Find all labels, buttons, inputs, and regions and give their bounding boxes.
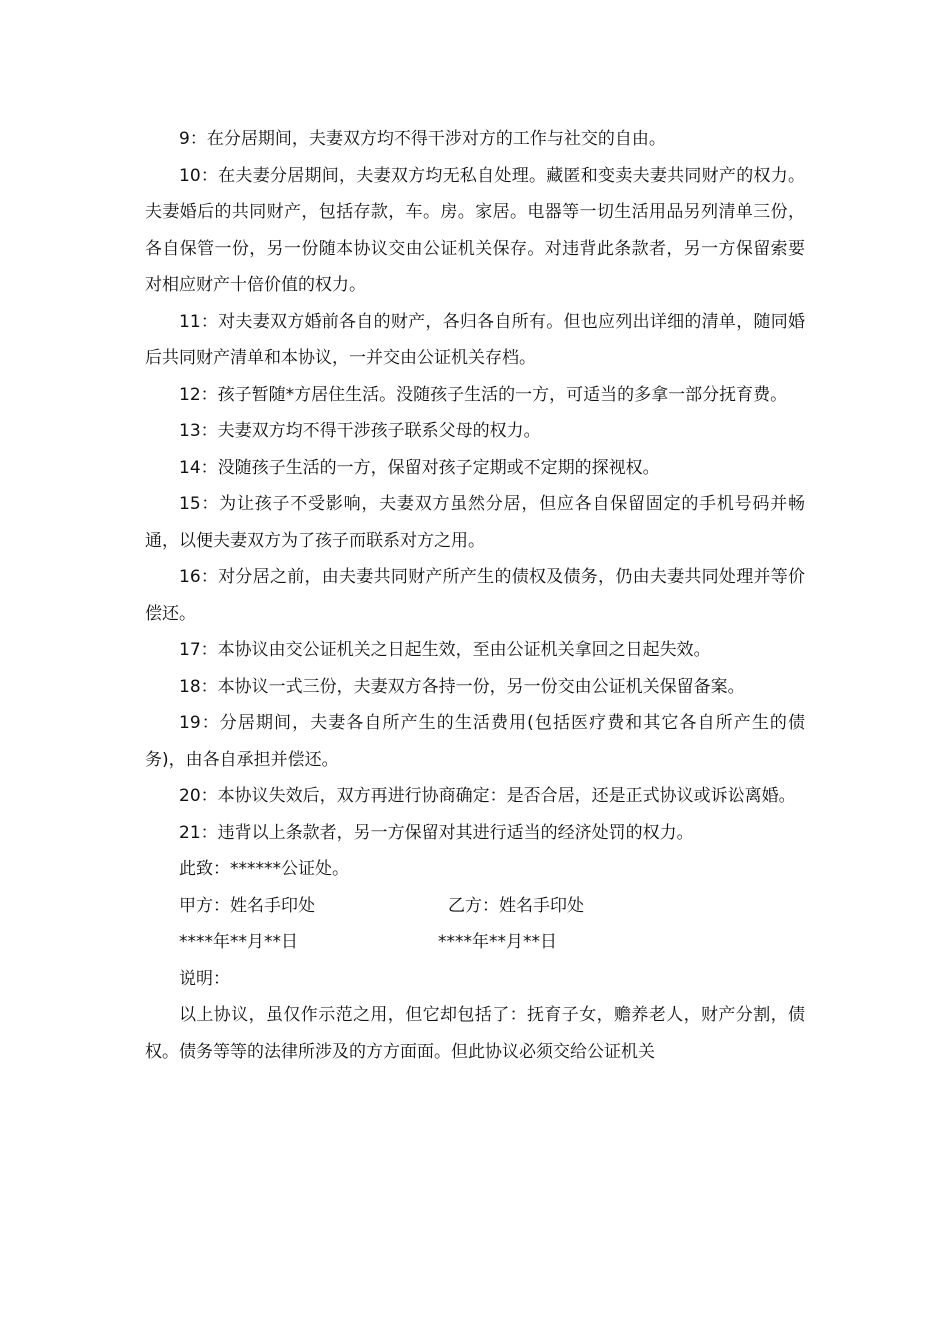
note-text: 以上协议，虽仅作示范之用，但它却包括了：抚育子女，赡养老人，财产分割，债权。债务等等的法律所涉及的方方面面。但此协议必须交给公证机关 <box>145 1005 805 1062</box>
clause-19: 19：分居期间，夫妻各自所产生的生活费用(包括医疗费和其它各自所产生的债务)，由各自承担并偿还。 <box>145 713 805 770</box>
clause-16: 16：对分居之前，由夫妻共同财产所产生的债权及债务，仍由夫妻共同处理并等价偿还。 <box>145 567 805 624</box>
clause-15: 15：为让孩子不受影响，夫妻双方虽然分居，但应各自保留固定的手机号码并畅通，以便夫妻双方为了孩子而联系对方之用。 <box>145 494 805 551</box>
closing-line: 此致：******公证处。 <box>179 859 349 879</box>
party-b-date: ****年**月**日 <box>438 932 557 952</box>
party-b-signature: 乙方：姓名手印处 <box>448 895 584 916</box>
party-a-signature: 甲方：姓名手印处 <box>179 895 315 916</box>
party-a-date: ****年**月**日 <box>179 932 298 952</box>
date-row <box>145 924 805 961</box>
clause-9: 9：在分居期间，夫妻双方均不得干涉对方的工作与社交的自由。 <box>179 129 666 149</box>
clause-12: 12：孩子暂随*方居住生活。没随孩子生活的一方，可适当的多拿一部分抚育费。 <box>179 384 788 405</box>
clause-18: 18：本协议一式三份，夫妻双方各持一份，另一份交由公证机关保留备案。 <box>179 676 745 697</box>
clause-17: 17：本协议由交公证机关之日起生效，至由公证机关拿回之日起失效。 <box>179 640 711 660</box>
clause-11: 11：对夫妻双方婚前各自的财产，各归各自所有。但也应列出详细的清单，随同婚后共同财产清单和本协议，一并交由公证机关存档。 <box>145 311 805 368</box>
clause-10: 10：在夫妻分居期间，夫妻双方均无私自处理。藏匿和变卖夫妻共同财产的权力。夫妻婚后的共同财产，包括存款，车。房。家居。电器等一切生活用品另列清单三份，各自保管一份，另一份随本协议交由公证机关保存。对违背此条款者，另一方保留索要对相应财产十倍价值的权力。 <box>145 165 805 295</box>
signature-row <box>145 888 805 925</box>
note-title: 说明： <box>179 968 230 989</box>
clause-13: 13：夫妻双方均不得干涉孩子联系父母的权力。 <box>179 421 541 441</box>
clause-20: 20：本协议失效后，双方再进行协商确定：是否合居，还是正式协议或诉讼离婚。 <box>179 786 796 806</box>
clause-14: 14：没随孩子生活的一方，保留对孩子定期或不定期的探视权。 <box>179 457 660 478</box>
clause-21: 21：违背以上条款者，另一方保留对其进行适当的经济处罚的权力。 <box>179 822 694 843</box>
document-page <box>145 121 805 1070</box>
